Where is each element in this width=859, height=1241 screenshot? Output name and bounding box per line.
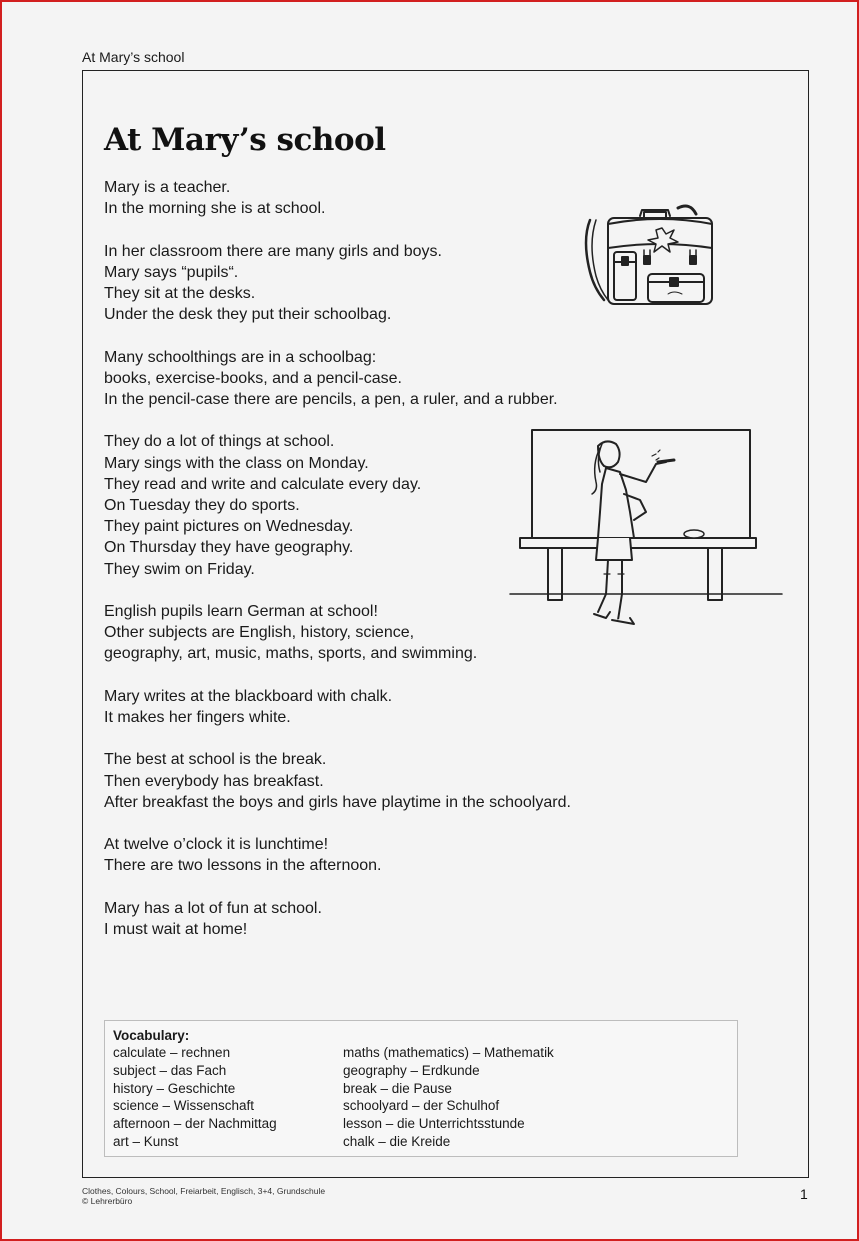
text-line: Many schoolthings are in a schoolbag:	[104, 348, 377, 366]
text-line: Other subjects are English, history, science,	[104, 624, 415, 642]
vocabulary-item: chalk – die Kreide	[343, 1133, 451, 1149]
text-line: Mary says “pupils“.	[104, 263, 239, 281]
text-line: They swim on Friday.	[104, 560, 255, 578]
vocabulary-item: maths (mathematics) – Mathematik	[343, 1045, 554, 1060]
teacher-at-blackboard-illustration	[506, 424, 786, 634]
text-line: They sit at the desks.	[104, 285, 256, 302]
text-line: At twelve o’clock it is lunchtime!	[104, 836, 329, 854]
text-line: After breakfast the boys and girls have playtime in the schoolyard.	[104, 793, 571, 811]
schoolbag-illustration	[578, 200, 718, 315]
vocabulary-item: lesson – die Unterrichtsstunde	[343, 1116, 525, 1132]
vocabulary-item: art – Kunst	[113, 1133, 179, 1149]
text-line: In her classroom there are many girls and boys.	[104, 242, 442, 260]
text-line: In the pencil-case there are pencils, a pen, a ruler, and a rubber.	[104, 391, 558, 408]
text-line: Then everybody has breakfast.	[104, 772, 324, 790]
vocabulary-item: history – Geschichte	[113, 1080, 236, 1096]
text-line: Under the desk they put their schoolbag.	[104, 306, 392, 324]
paragraph	[104, 241, 644, 326]
vocabulary-item: subject – das Fach	[113, 1062, 227, 1078]
paragraph	[104, 177, 644, 219]
paragraph	[104, 898, 644, 940]
footer-credits	[82, 1186, 325, 1206]
text-line: books, exercise-books, and a pencil-case.	[104, 369, 402, 387]
text-line: There are two lessons in the afternoon.	[104, 857, 382, 875]
vocabulary-item: break – die Pause	[343, 1080, 452, 1096]
vocabulary-item: schoolyard – der Schulhof	[343, 1098, 500, 1114]
text-line: In the morning she is at school.	[104, 200, 326, 218]
paragraph	[104, 749, 644, 813]
text-line: I must wait at home!	[104, 920, 248, 938]
vocabulary-item: afternoon – der Nachmittag	[113, 1116, 277, 1132]
paragraph	[104, 686, 644, 728]
page-title: At Mary’s school	[104, 122, 386, 158]
paragraph	[104, 834, 644, 876]
text-line: Mary sings with the class on Monday.	[104, 454, 369, 472]
text-line: They paint pictures on Wednesday.	[104, 518, 354, 536]
text-line: English pupils learn German at school!	[104, 603, 378, 620]
footer-copyright-line: © Lehrerbüro	[82, 1196, 133, 1206]
vocabulary-box	[104, 1020, 738, 1157]
vocabulary-column-2	[343, 1044, 554, 1151]
text-line: The best at school is the break.	[104, 751, 327, 769]
running-header: At Mary’s school	[82, 49, 185, 65]
vocabulary-heading: Vocabulary:	[113, 1028, 190, 1043]
paragraph	[104, 347, 644, 411]
vocabulary-item: geography – Erdkunde	[343, 1062, 480, 1078]
vocabulary-item: calculate – rechnen	[113, 1045, 231, 1060]
vocabulary-column-1	[113, 1044, 277, 1151]
text-line: Mary is a teacher.	[104, 179, 231, 196]
footer-series-line: Clothes, Colours, School, Freiarbeit, Englisch, 3+4, Grundschule	[82, 1186, 326, 1196]
text-line: On Tuesday they do sports.	[104, 497, 300, 514]
vocabulary-item: science – Wissenschaft	[113, 1098, 255, 1114]
text-line: They read and write and calculate every day.	[104, 475, 422, 493]
text-line: It makes her fingers white.	[104, 709, 291, 726]
text-line: geography, art, music, maths, sports, and swimming.	[104, 645, 478, 663]
page-number: 1	[800, 1186, 808, 1202]
text-line: They do a lot of things at school.	[104, 433, 335, 451]
text-line: On Thursday they have geography.	[104, 539, 354, 557]
text-line: Mary writes at the blackboard with chalk.	[104, 687, 393, 705]
text-line: Mary has a lot of fun at school.	[104, 899, 322, 917]
